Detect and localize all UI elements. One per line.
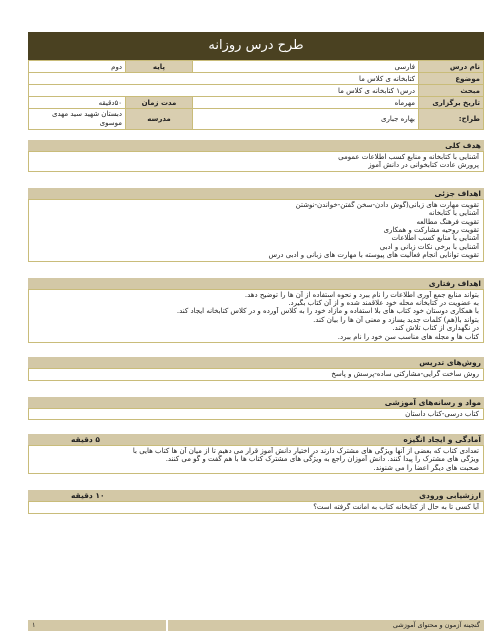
grade-value: دوم	[29, 61, 126, 73]
page-number: ۱	[28, 620, 168, 631]
text-line: آشنایی با کتابخانه	[428, 209, 479, 218]
text-line: آشنایی با کتابخانه و منابع کسب اطلاعات عمومی	[338, 153, 479, 161]
subject-value: درس۱ کتابخانه ی کلاس ما	[29, 85, 419, 97]
lesson-name-value: فارسی	[193, 61, 419, 73]
section-heading: ارزشیابی ورودی	[419, 491, 481, 501]
topic-value: کتابخانه ی کلاس ما	[29, 73, 419, 85]
text-line: روش ساخت گرایی-مشارکتی ساده-پرسش و پاسخ	[331, 370, 479, 379]
designer-value: بهاره جباری	[193, 109, 419, 130]
section-materials	[28, 397, 484, 420]
text-line: صحبت های دیگر اعضا را می شنوند.	[373, 463, 479, 472]
text-line: ویژگی های مشترک را پیدا کنند. دانش آموزان راجع به ویژگی های مشترک کتاب ها با هم گفت و گو می کنند.	[165, 455, 479, 464]
duration-value: ۵۰دقیقه	[29, 97, 126, 109]
section-heading: اهداف رفتاری	[428, 278, 481, 288]
section-heading: آمادگی و ایجاد انگیزه	[403, 434, 481, 444]
section-heading: هدف کلی	[445, 141, 481, 150]
section-entry-evaluation	[28, 490, 484, 513]
info-table	[28, 60, 484, 130]
section-time: ۱۰ دقیقه	[71, 491, 105, 501]
duration-label: مدت زمان	[126, 97, 193, 109]
page-footer	[28, 620, 484, 631]
text-line: تقویت فرهنگ مطالعه	[416, 217, 479, 226]
footer-text: گنجینه آزمون و محتوای آموزشی	[168, 620, 484, 631]
text-line: تقویت مهارت های زبانی(گوش دادن-سخن گفتن-خواندن-نوشتن	[295, 200, 479, 209]
lesson-name-label: نام درس	[419, 61, 484, 73]
designer-label: طراح:	[419, 109, 484, 130]
date-label: تاریخ برگزاری	[419, 97, 484, 109]
section-heading: اهداف جزئی	[434, 188, 481, 198]
school-value: دبستان شهید سید مهدی موسوی	[29, 109, 126, 130]
section-methods	[28, 357, 484, 380]
lesson-plan-page	[28, 32, 484, 514]
text-line: تعدادی کتاب که بعضی از آنها ویژگی های مشترک دارند در اختیار دانش آموز قرار می دهیم تا از میان آن ها کتاب هایی با	[132, 446, 479, 455]
text-line: تقویت روحیه مشارکت و همکاری	[383, 226, 479, 235]
section-behavioral-goals	[28, 278, 484, 343]
topic-label: موضوع	[419, 73, 484, 85]
subject-label: مبحث	[419, 85, 484, 97]
section-general-goal	[28, 140, 484, 172]
section-heading: روش‌های تدریس	[419, 358, 481, 368]
text-line: بتواند با(هم) کلمات جدید بسازد و معنی آن ها را بیان کند.	[313, 315, 479, 324]
text-line: تقویت توانایی انجام فعالیت های پیوسته با مهارت های زبانی و ادبی درس	[268, 251, 479, 260]
text-line: آیا کسی تا به حال از کتابخانه کتاب به امانت گرفته است؟	[313, 503, 479, 512]
school-label: مدرسه	[126, 109, 193, 130]
text-line: با همکاری دوستان خود کتاب های بلا استفاده و مازاد خود را به کلاس آورده و در کلاس کتابخانه ایجاد کند.	[176, 307, 479, 316]
text-line: بتواند منابع جمع آوری اطلاعات را نام ببرد و نحوه استفاده از آن ها را توضیح دهد.	[244, 290, 479, 299]
date-value: مهرماه	[193, 97, 419, 109]
section-time: ۵ دقیقه	[71, 434, 100, 444]
text-line: آشنایی با برخی نکات زبانی و ادبی	[379, 242, 479, 251]
text-line: به عضویت در کتابخانه محله خود علاقمند شده و از آن کتاب بگیرد.	[288, 299, 479, 308]
section-readiness	[28, 434, 484, 474]
page-title: طرح درس روزانه	[28, 32, 484, 60]
text-line: کتاب درسی-کتاب داستان	[405, 409, 479, 418]
text-line: کتاب ها و مجله های مناسب سن خود را نام ببرد.	[337, 332, 479, 341]
text-line: آشنایی با منابع کسب اطلاعات	[391, 234, 479, 243]
text-line: در نگهداری از کتاب تلاش کند.	[392, 324, 479, 333]
grade-label: پایه	[126, 61, 193, 73]
section-heading: مواد و رسانه‌های آموزشی	[384, 397, 481, 407]
section-partial-goals	[28, 188, 484, 262]
text-line: پرورش عادت کتابخوانی در دانش آموز	[368, 161, 479, 170]
